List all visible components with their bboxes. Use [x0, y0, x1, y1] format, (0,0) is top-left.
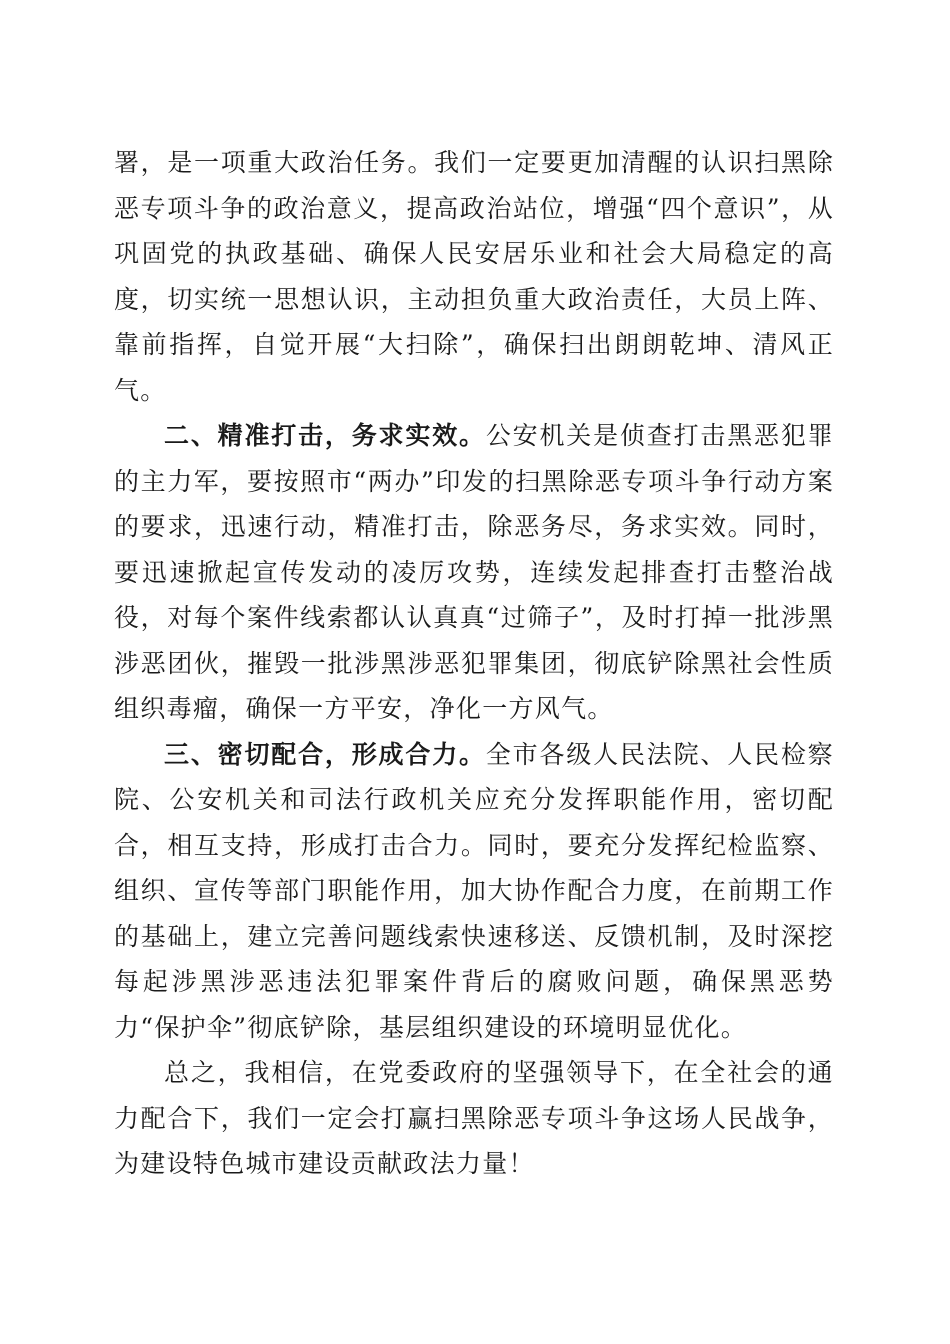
paragraph-text: 公安机关是侦查打击黑恶犯罪的主力军，要按照市“两办”印发的扫黑除恶专项斗争行动方案的要求，迅速行动，精准打击，除恶务尽，务求实效。同时，要迅速掀起宣传发动的凌厉攻势，连续发起排查打击整治战役，对每个案件线索都认认真真“过筛子”，及时打掉一批涉黑涉恶团伙，摧毁一批涉黑涉恶犯罪集团，彻底铲除黑社会性质组织毒瘤，确保一方平安，净化一方风气。 — [114, 421, 834, 723]
paragraph-text: 全市各级人民法院、人民检察院、公安机关和司法行政机关应充分发挥职能作用，密切配合，相互支持，形成打击合力。同时，要充分发挥纪检监察、组织、宣传等部门职能作用，加大协作配合力度，在前期工作的基础上，建立完善问题线索快速移送、反馈机制，及时深挖每起涉黑涉恶违法犯罪案件背后的腐败问题，确保黑恶势力“保护伞”彻底铲除，基层组织建设的环境明显优化。 — [114, 739, 834, 1042]
paragraph-section-two — [114, 413, 834, 732]
paragraph-text: 署，是一项重大政治任务。我们一定要更加清醒的认识扫黑除恶专项斗争的政治意义，提高政治站位，增强“四个意识”，从巩固党的执政基础、确保人民安居乐业和社会大局稳定的高度，切实统一思想认识，主动担负重大政治责任，大员上阵、靠前指挥，自觉开展“大扫除”，确保扫出朗朗乾坤、清风正气。 — [114, 148, 834, 405]
document-body — [114, 140, 834, 1187]
paragraph-section-three — [114, 732, 834, 1051]
paragraph-conclusion — [114, 1050, 834, 1187]
section-heading: 三、密切配合，形成合力。 — [164, 739, 486, 769]
paragraph-text: 总之，我相信，在党委政府的坚强领导下，在全社会的通力配合下，我们一定会打赢扫黑除恶专项斗争这场人民战争，为建设特色城市建设贡献政法力量！ — [114, 1058, 834, 1178]
paragraph-continuation — [114, 140, 834, 413]
section-heading: 二、精准打击，务求实效。 — [164, 421, 486, 450]
